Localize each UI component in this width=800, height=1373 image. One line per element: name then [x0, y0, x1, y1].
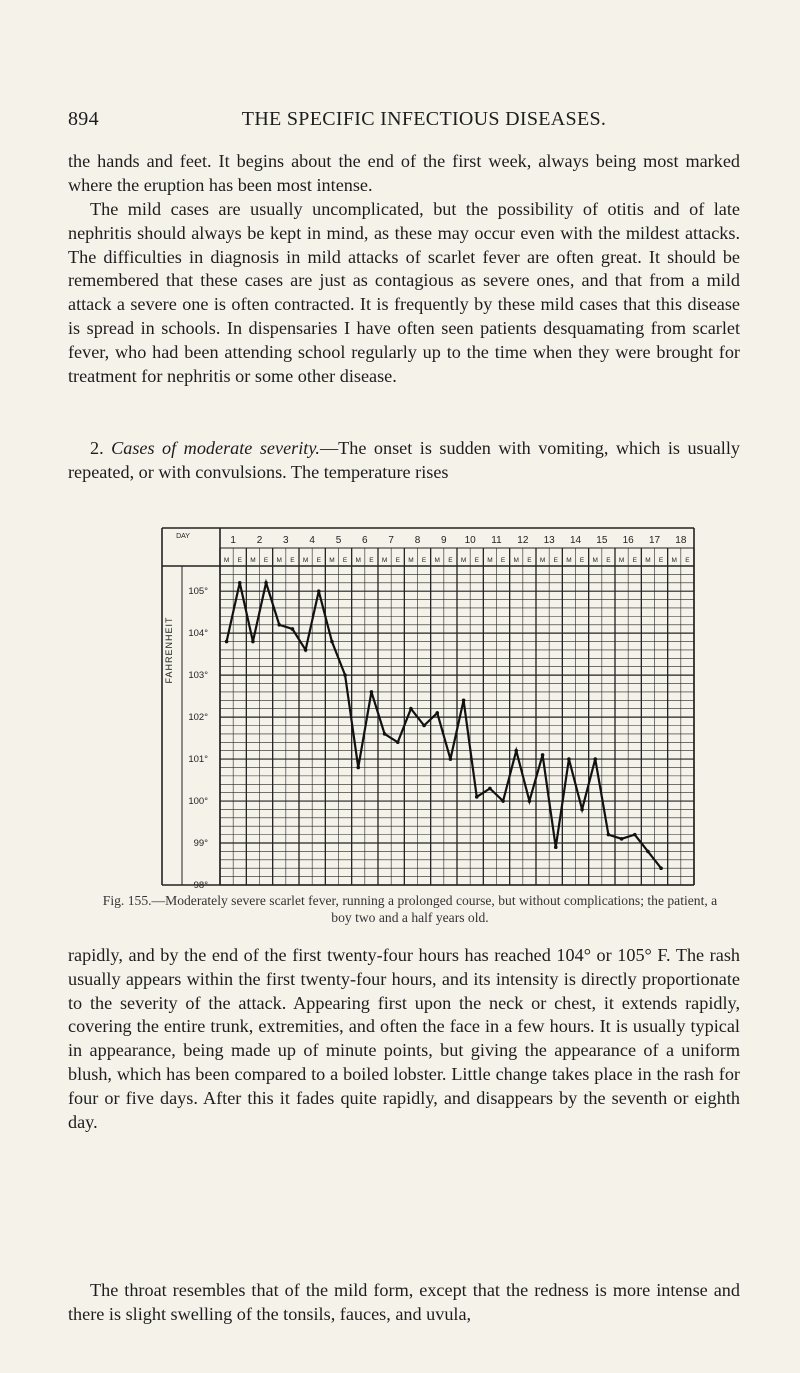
morning-column-label: M [671, 557, 677, 564]
figure-caption: Fig. 155.—Moderately severe scarlet fever, running a prolonged course, but without complications; the patient, a boy two and a half years old. [102, 893, 718, 925]
temperature-tick-label: 99° [193, 838, 208, 850]
day-number-label: 14 [569, 535, 582, 546]
temperature-point [567, 757, 571, 761]
temperature-point [633, 833, 637, 837]
temperature-point [659, 866, 663, 870]
section-number: 2. [90, 438, 104, 458]
morning-column-label: M [513, 557, 519, 564]
day-number-label: 11 [491, 535, 502, 546]
morning-column-label: M [329, 557, 335, 564]
evening-column-label: E [237, 557, 242, 564]
temperature-point [541, 753, 545, 757]
temperature-line [227, 583, 662, 868]
evening-column-label: E [685, 557, 690, 564]
temperature-point [304, 648, 308, 652]
temperature-point [330, 640, 334, 644]
evening-column-label: E [395, 557, 400, 564]
day-number-label: 13 [543, 535, 555, 546]
evening-column-label: E [632, 557, 637, 564]
page-number: 894 [68, 108, 99, 130]
paragraph-3 [68, 437, 740, 485]
temperature-point [251, 640, 255, 644]
evening-column-label: E [369, 557, 374, 564]
day-header-label: DAY [176, 533, 190, 540]
evening-column-label: E [579, 557, 585, 564]
morning-column-label: M [566, 557, 572, 564]
temperature-point [317, 589, 321, 593]
temperature-point [264, 581, 268, 585]
evening-column-label: E [448, 557, 453, 564]
temperature-point [554, 845, 558, 849]
temperature-point [343, 673, 347, 677]
paragraph-2: The mild cases are usually uncomplicated, but the possibility of otitis and of late nephritis should always be kept in mind, as these may occur even with the mildest attacks. The difficulties in diagnosis in mild attacks of scarlet fever are often great. It should be remembered that these cases are just as contagious as severe ones, and that from a mild attack a severe one is often contracted. It is frequently by these mild cases that this disease is spread in schools. In dispensaries I have often seen patients desquamating from scarlet fever, who had been attending school regularly up to the time when they were brought for treatment for nephritis or some other disease. [68, 199, 740, 386]
morning-column-label: M [592, 557, 598, 564]
temperature-point [277, 623, 281, 627]
temperature-point [514, 749, 518, 753]
temperature-point [383, 732, 387, 736]
evening-column-label: E [316, 557, 321, 564]
temperature-tick-label: 98° [193, 880, 208, 891]
temperature-point [580, 808, 584, 812]
day-number-label: 8 [414, 535, 421, 546]
evening-column-label: E [342, 557, 348, 564]
morning-column-label: M [618, 557, 625, 564]
evening-column-label: E [658, 557, 664, 564]
day-number-label: 1 [230, 535, 236, 546]
temperature-point [488, 787, 492, 791]
morning-column-label: M [250, 557, 256, 564]
morning-column-label: M [408, 557, 414, 564]
morning-column-label: M [434, 557, 440, 564]
temperature-point [422, 724, 426, 728]
morning-column-label: M [223, 557, 230, 564]
day-number-label: 10 [464, 535, 476, 546]
evening-column-label: E [527, 557, 532, 564]
temperature-tick-label: 100° [188, 796, 208, 808]
paragraph-5: The throat resembles that of the mild form, except that the redness is more intense and there is slight swelling of the tonsils, fauces, and uvula, [68, 1280, 740, 1324]
morning-column-label: M [302, 557, 309, 564]
day-number-label: 2 [256, 535, 263, 546]
temperature-tick-label: 104° [188, 628, 208, 640]
temperature-point [475, 795, 479, 799]
morning-column-label: M [645, 557, 651, 564]
temperature-point [435, 711, 439, 715]
temperature-point [646, 850, 650, 854]
evening-column-label: E [474, 557, 479, 564]
day-number-label: 7 [388, 535, 394, 546]
evening-column-label: E [553, 557, 558, 564]
day-number-label: 4 [309, 535, 315, 546]
evening-column-label: E [290, 557, 295, 564]
paragraph-3-text: —The onset is sudden with vomiting, which is usually repeated, or with convulsions. The temperature rises [68, 438, 740, 482]
evening-column-label: E [421, 557, 427, 564]
paragraph-4: rapidly, and by the end of the first twenty-four hours has reached 104° or 105° F. The rash usually appears within the first twenty-four hours, and its intensity is directly proportionate to the severity of the attack. Appearing first upon the neck or chest, it extends rapidly, covering the entire trunk, extremities, and often the face in a few hours. It is usually typical in appearance, being made up of minute points, but giving the appearance of a uniform blush, which has been compared to a boiled lobster. Little change takes place in the rash for four or five days. After this it fades quite rapidly, and disappears by the seventh or eighth day. [68, 945, 740, 1132]
temperature-point [449, 757, 453, 761]
day-number-label: 9 [441, 535, 447, 546]
morning-column-label: M [355, 557, 361, 564]
evening-column-label: E [263, 557, 269, 564]
day-number-label: 6 [362, 535, 368, 546]
paragraph-1: the hands and feet. It begins about the end of the first week, always being most marked where the eruption has been most intense. [68, 151, 740, 195]
temperature-point [238, 581, 242, 585]
temperature-point [607, 833, 611, 837]
day-number-label: 18 [675, 535, 687, 546]
day-number-label: 12 [517, 535, 529, 546]
section-title: Cases of moderate severity. [111, 438, 320, 458]
day-number-label: 16 [622, 535, 634, 546]
temperature-point [462, 699, 466, 703]
day-number-label: 5 [335, 535, 342, 546]
temperature-tick-label: 105° [188, 586, 208, 598]
temperature-point [225, 640, 229, 644]
temperature-point [409, 707, 413, 711]
running-head: THE SPECIFIC INFECTIOUS DISEASES. [241, 108, 607, 130]
morning-column-label: M [460, 557, 467, 564]
page-header [68, 108, 740, 134]
morning-column-label: M [276, 557, 282, 564]
fahrenheit-axis-label: FAHRENHEIT [164, 616, 174, 684]
temperature-tick-label: 103° [188, 670, 208, 682]
morning-column-label: M [487, 557, 493, 564]
morning-column-label: M [381, 557, 388, 564]
temperature-tick-label: 101° [188, 754, 208, 766]
morning-column-label: M [539, 557, 546, 564]
temperature-point [501, 799, 505, 803]
temperature-tick-label: 102° [188, 712, 208, 724]
temperature-point [528, 799, 532, 803]
temperature-point [356, 766, 360, 770]
temperature-point [396, 740, 400, 744]
temperature-point [291, 627, 295, 631]
day-number-label: 17 [648, 535, 661, 546]
evening-column-label: E [606, 557, 611, 564]
temperature-point [370, 690, 374, 694]
day-number-label: 15 [596, 535, 608, 546]
day-number-label: 3 [283, 535, 289, 546]
temperature-point [620, 837, 624, 841]
temperature-point [593, 757, 597, 761]
evening-column-label: E [500, 557, 506, 564]
